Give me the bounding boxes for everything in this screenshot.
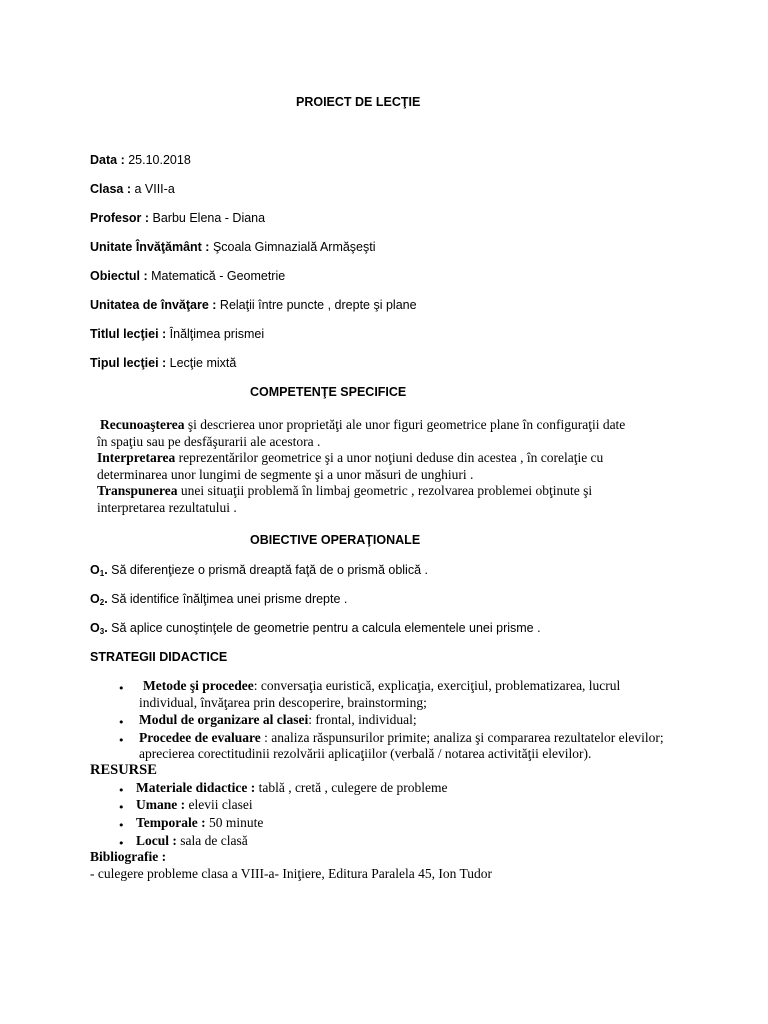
bullet-icon: • (118, 819, 125, 832)
competence-item-1-line2: în spaţiu sau pe desfăşurarii ale acestora . (97, 434, 321, 449)
strategy-item-methods-line2: individual, învăţarea prin descoperire, brainstorming; (139, 695, 427, 710)
bullet-icon: • (118, 837, 125, 850)
competence-item-2-line2: determinarea unor lungimi de segmente şi a unor măsuri de unghiuri . (97, 467, 474, 482)
info-date: Data : 25.10.2018 (90, 153, 191, 167)
strategy-item-methods-line1: Metode şi procedee: conversaţia euristică, explicaţia, exerciţiul, problematizarea, lucrul (143, 678, 621, 693)
strategy-item-evaluation-line2: aprecierea corectitudinii rezolvării aplicaţiilor (verbală / notarea activităţii elevilor). (139, 746, 592, 761)
bullet-icon: • (118, 682, 125, 695)
resource-item-place: Locul : sala de clasă (136, 833, 248, 848)
objectives-heading: OBIECTIVE OPERAŢIONALE (250, 533, 421, 547)
strategies-heading: STRATEGII DIDACTICE (90, 650, 228, 664)
resource-item-time: Temporale : 50 minute (136, 815, 264, 830)
bullet-icon: • (118, 716, 125, 729)
strategy-item-organization: Modul de organizare al clasei: frontal, individual; (139, 712, 417, 727)
competence-item-2-line1: Interpretarea reprezentărilor geometrice şi a unor noţiuni deduse din acestea , în corelaţie cu (97, 450, 604, 465)
competences-heading: COMPETENŢE SPECIFICE (250, 385, 407, 399)
objective-item-3: $O_3$. Să aplice cunoştinţele de geometrie pentru a calcula elementele unei prisme . (90, 621, 541, 636)
info-lesson-title: Titlul lecţiei : Înălţimea prismei (90, 327, 265, 341)
competence-item-1-line1: Recunoaşterea şi descrierea unor proprietăţi ale unor figuri geometrice plane în configuraţii date (100, 417, 626, 432)
bibliography-heading: Bibliografie : (90, 849, 167, 864)
bullet-icon: • (118, 801, 125, 814)
strategy-item-evaluation-line1: Procedee de evaluare : analiza răspunsurilor primite; analiza şi compararea rezultatelor elevilor; (139, 730, 664, 745)
info-subject: Obiectul : Matematică - Geometrie (90, 269, 286, 283)
info-class: Clasa : a VIII-a (90, 182, 175, 196)
resource-item-human: Umane : elevii clasei (136, 797, 253, 812)
objective-item-2: $O_2$. Să identifice înălţimea unei prisme drepte . (90, 592, 348, 607)
bullet-icon: • (118, 784, 125, 797)
competence-item-3-line2: interpretarea rezultatului . (97, 500, 237, 515)
bullet-icon: • (118, 734, 125, 747)
resource-item-materials: Materiale didactice : tablă , cretă , culegere de probleme (136, 780, 448, 795)
document-title: PROIECT DE LECŢIE (296, 95, 421, 109)
info-learning-unit: Unitatea de învăţare : Relaţii între puncte , drepte şi plane (90, 298, 417, 312)
competence-item-3-line1: Transpunerea unei situaţii problemă în limbaj geometric , rezolvarea problemei obţinute şi (97, 483, 593, 498)
resources-heading: RESURSE (90, 762, 157, 778)
info-school: Unitate Învăţământ : Şcoala Gimnazială Armăşeşti (90, 240, 376, 254)
info-teacher: Profesor : Barbu Elena - Diana (90, 211, 266, 225)
info-lesson-type: Tipul lecţiei : Lecţie mixtă (90, 356, 237, 370)
bibliography-entry: - culegere probleme clasa a VIII-a- Iniţiere, Editura Paralela 45, Ion Tudor (90, 866, 492, 881)
objective-item-1: $O_1$. Să diferenţieze o prismă dreaptă faţă de o prismă oblică . (90, 563, 428, 578)
